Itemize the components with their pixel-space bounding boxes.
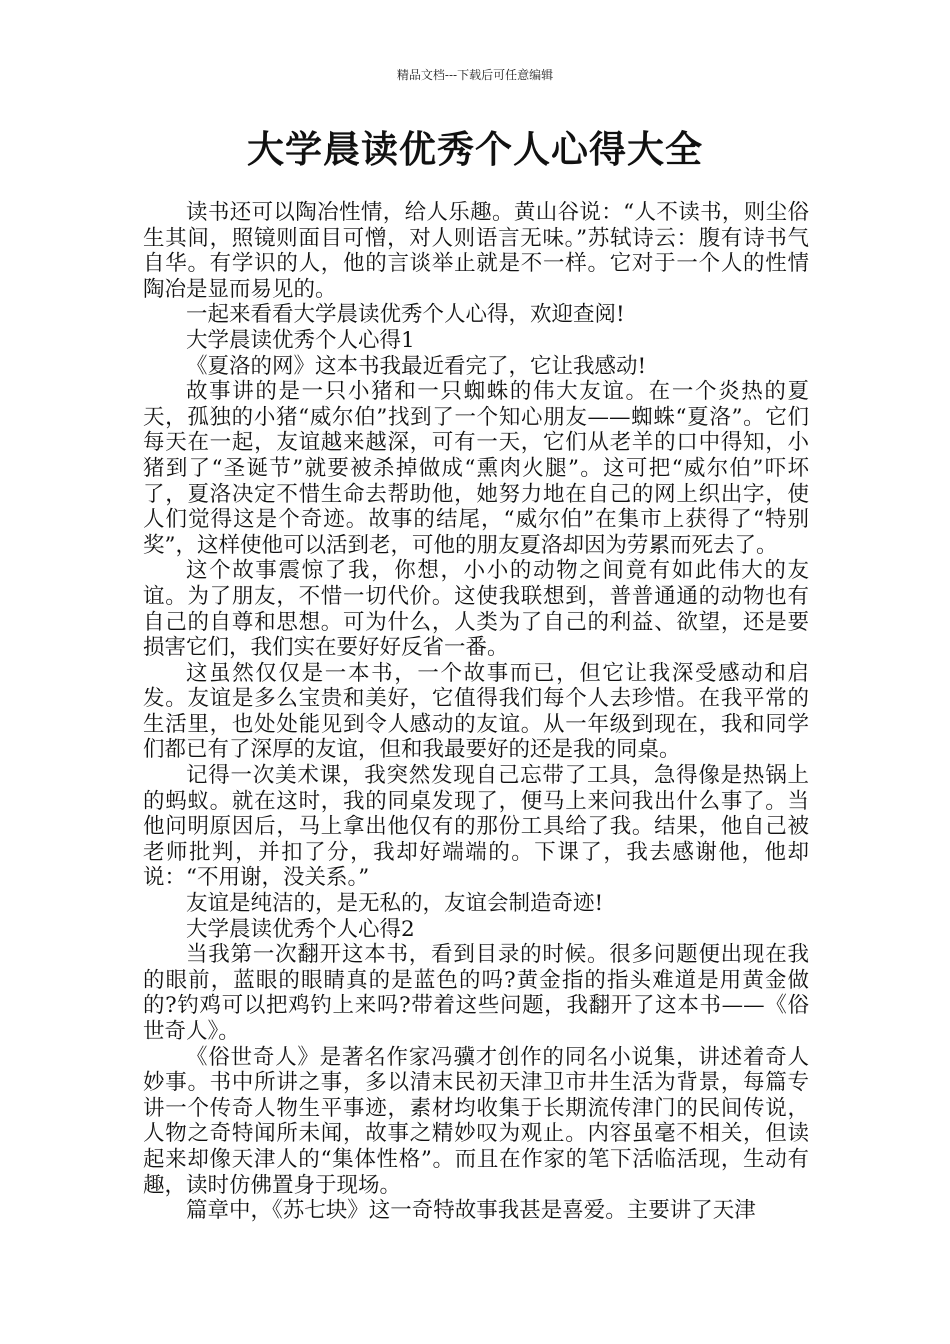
section-heading-2: 大学晨读优秀个人心得2: [186, 916, 415, 942]
document-title: 大学晨读优秀个人心得大全: [247, 128, 703, 171]
paragraph-invite: 一起来看看大学晨读优秀个人心得，欢迎查阅!: [186, 302, 625, 328]
paragraph: 这个故事震惊了我，你想，小小的动物之间竟有如此伟大的友谊。为了朋友，不惜一切代价。这使我联想到，普普通通的动物也有自己的自尊和思想。可为什么，人类为了自己的利益、欲望，还是要损害它们，我们实在要好好反省一番。: [143, 558, 809, 661]
header-note: 精品文档---下载后可任意编辑: [396, 68, 554, 82]
paragraph: 记得一次美术课，我突然发现自己忘带了工具，急得像是热锅上的蚂蚁。就在这时，我的同桌发现了，便马上来问我出什么事了。当他问明原因后，马上拿出他仅有的那份工具给了我。结果，他自己被老师批判，并扣了分，我却好端端的。下课了，我去感谢他，他却说：“不用谢，没关系。”: [143, 763, 809, 891]
paragraph-intro: 读书还可以陶冶性情，给人乐趣。黄山谷说：“人不读书，则尘俗生其间，照镜则面目可憎，对人则语言无味。”苏轼诗云：腹有诗书气自华。有学识的人，他的言谈举止就是不一样。它对于一个人的性情陶冶是显而易见的。: [143, 200, 809, 302]
section-heading-1: 大学晨读优秀个人心得1: [186, 327, 415, 353]
paragraph: 故事讲的是一只小猪和一只蜘蛛的伟大友谊。在一个炎热的夏天，孤独的小猪“威尔伯”找到了一个知心朋友——蜘蛛“夏洛”。它们每天在一起，友谊越来越深，可有一天，它们从老羊的口中得知，小猪到了“圣诞节”就要被杀掉做成“熏肉火腿”。这可把“威尔伯”吓坏了，夏洛决定不惜生命去帮助他，她努力地在自己的网上织出字，使人们觉得这是个奇迹。故事的结尾，“威尔伯”在集市上获得了“特别奖”，这样使他可以活到老，可他的朋友夏洛却因为劳累而死去了。: [143, 379, 809, 558]
document-body: [143, 200, 809, 1224]
paragraph: 友谊是纯洁的，是无私的，友谊会制造奇迹!: [186, 891, 604, 917]
paragraph: 《俗世奇人》是著名作家冯骥才创作的同名小说集，讲述着奇人妙事。书中所讲之事，多以清末民初天津卫市井生活为背景，每篇专讲一个传奇人物生平事迹，素材均收集于长期流传津门的民间传说，人物之奇特闻所未闻，故事之精妙叹为观止。内容虽毫不相关，但读起来却像天津人的“集体性格”。而且在作家的笔下活临活现，生动有趣，读时仿佛置身于现场。: [143, 1044, 809, 1198]
paragraph: 当我第一次翻开这本书，看到目录的时候。很多问题便出现在我的眼前，蓝眼的眼睛真的是蓝色的吗?黄金指的指头难道是用黄金做的?钓鸡可以把鸡钓上来吗?带着这些问题，我翻开了这本书——《俗世奇人》。: [143, 942, 809, 1044]
paragraph: 这虽然仅仅是一本书，一个故事而已，但它让我深受感动和启发。友谊是多么宝贵和美好，它值得我们每个人去珍惜。在我平常的生活里，也处处能见到令人感动的友谊。从一年级到现在，我和同学们都已有了深厚的友谊，但和我最要好的还是我的同桌。: [143, 660, 809, 763]
paragraph: 篇章中，《苏七块》这一奇特故事我甚是喜爱。主要讲了天津: [186, 1198, 756, 1224]
paragraph: 《夏洛的网》这本书我最近看完了，它让我感动!: [186, 353, 647, 379]
